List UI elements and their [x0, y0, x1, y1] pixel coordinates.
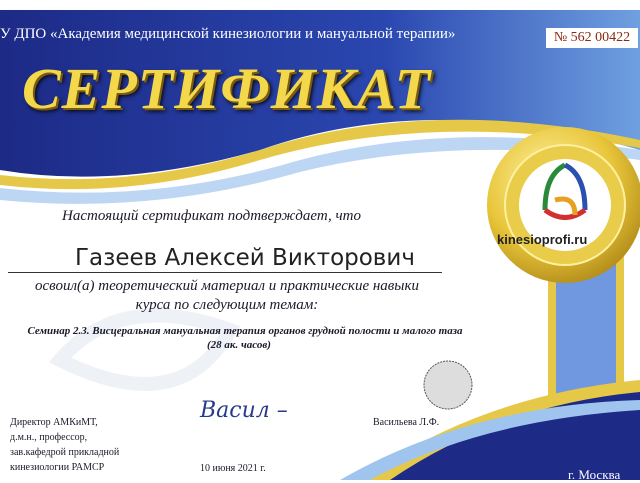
- organization-name: У ДПО «Академия медицинской кинезиологии и мануальной терапии»: [0, 26, 456, 42]
- seminar-title: Семинар 2.3. Висцеральная мануальная терапия органов грудной полости и малого таза: [27, 325, 463, 337]
- seal-site: kinesioprofi.ru: [497, 232, 588, 247]
- city: г. Москва: [568, 467, 621, 482]
- mastered-text: освоил(а) теоретический материал и практические навыки курса по следующим темам:: [35, 278, 419, 313]
- issue-date: 10 июня 2021 г.: [200, 463, 266, 474]
- recipient-name: Газеев Алексей Викторович: [75, 245, 415, 271]
- signature: Васил –: [200, 398, 288, 423]
- director-line: Директор АМКиМТ,: [10, 417, 98, 428]
- name-underline: [8, 272, 442, 273]
- director-line: д.м.н., профессор,: [10, 432, 88, 443]
- signer-name: Васильева Л.Ф.: [373, 417, 440, 428]
- certificate-title: СЕРТИФИКАТ: [22, 56, 432, 121]
- director-line: зав.кафедрой прикладной: [10, 447, 120, 458]
- seminar-hours: (28 ак. часов): [207, 339, 271, 351]
- certificate-number: № 562 00422: [546, 28, 638, 48]
- director-line: кинезиологии РАМСР: [10, 462, 105, 473]
- confirm-text: Настоящий сертификат подтверждает, что: [62, 208, 362, 224]
